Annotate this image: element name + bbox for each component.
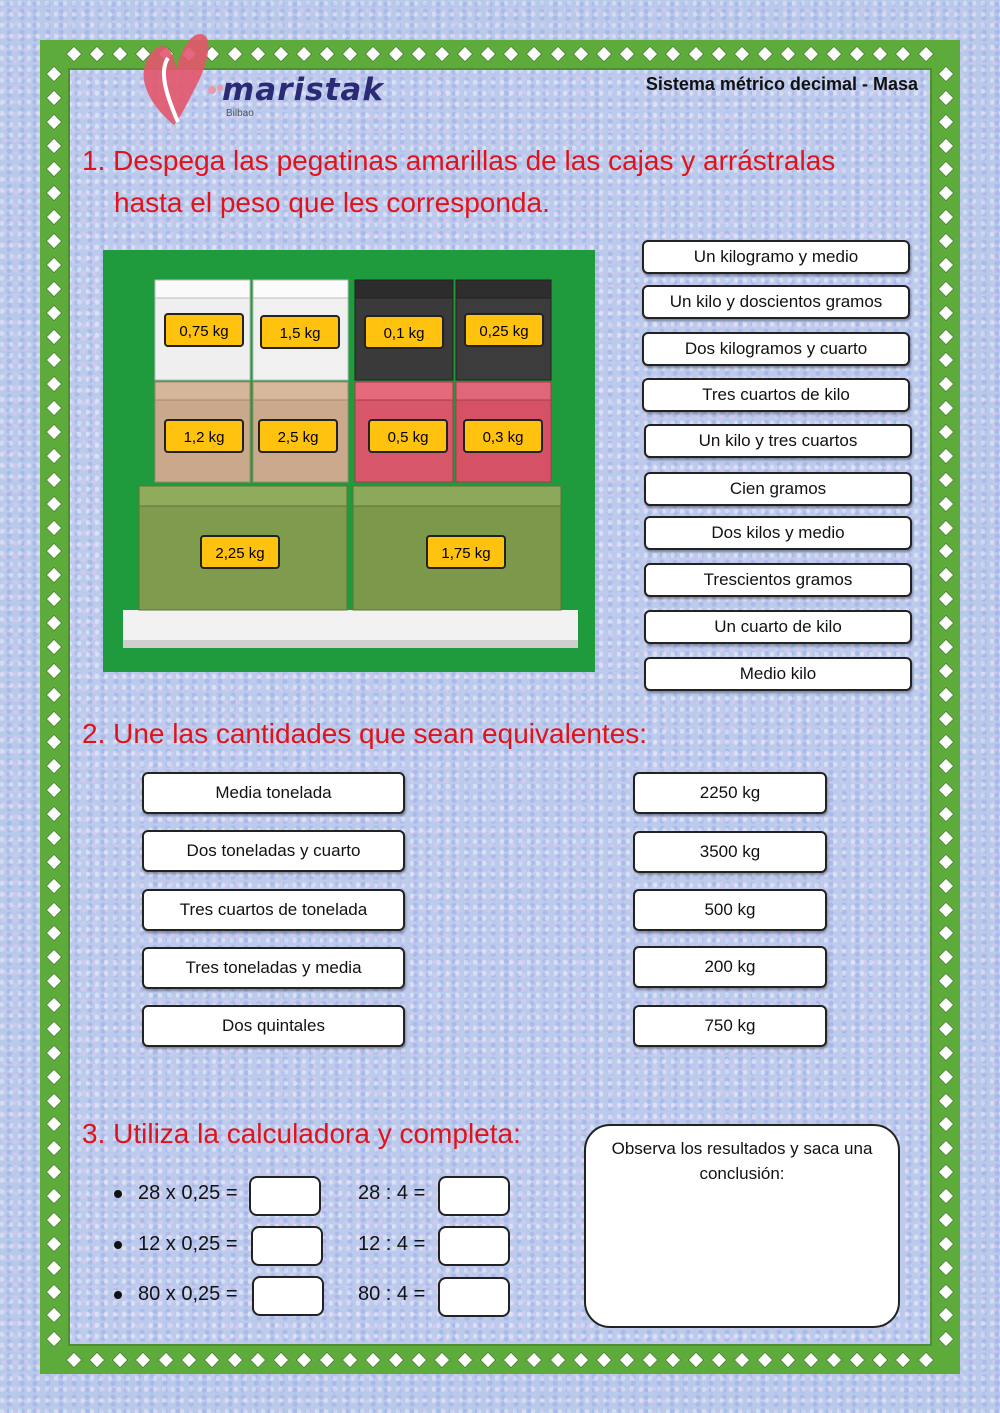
border-diamond [46,471,63,488]
border-diamond [46,113,63,130]
border-diamond [388,46,405,63]
border-diamond [938,209,955,226]
border-diamond [111,46,128,63]
sticker-6[interactable] [369,420,447,452]
border-diamond [938,352,955,369]
border-diamond [46,543,63,560]
border-diamond [46,806,63,823]
border-diamond [938,997,955,1014]
border-diamond [457,1352,474,1369]
border-diamond [938,1235,955,1252]
border-diamond [46,615,63,632]
sticker-label: 0,5 kg [387,429,429,446]
logo-text: maristak [222,72,384,108]
section1-title-line1: 1. Despega las pegatinas amarillas de las cajas y arrástralas [82,145,836,176]
border-diamond [826,1352,843,1369]
border-diamond [46,829,63,846]
border-diamond [733,1352,750,1369]
border-diamond [938,710,955,727]
border-diamond [46,591,63,608]
border-diamond [618,1352,635,1369]
border-diamond [938,1283,955,1300]
border-diamond [46,256,63,273]
bullet [114,1291,122,1299]
border-diamond [46,949,63,966]
border-diamond [88,46,105,63]
border-diamond [938,638,955,655]
match-left-4[interactable]: Dos quintales [142,1005,405,1047]
border-diamond [46,1116,63,1133]
sticker-label: 0,1 kg [383,325,425,342]
border-diamond [46,209,63,226]
border-diamond [46,877,63,894]
drop-target-3[interactable]: Tres cuartos de kilo [642,378,910,412]
border-diamond [938,1020,955,1037]
border-diamond [342,1352,359,1369]
calc-expression: 28 : 4 = [358,1182,426,1204]
calc-expression: 80 x 0,25 = [138,1283,238,1305]
border-diamond [572,46,589,63]
border-diamond [46,686,63,703]
match-left-2[interactable]: Tres cuartos de tonelada [142,889,405,931]
sticker-3[interactable] [465,314,543,346]
border-diamond [46,1331,63,1348]
border-diamond [618,46,635,63]
calc-row-div-1 [358,1233,425,1256]
match-right-0[interactable]: 2250 kg [633,772,827,814]
border-diamond [938,65,955,82]
drop-target-4[interactable]: Un kilo y tres cuartos [644,424,912,458]
border-diamond [46,89,63,106]
border-diamond [319,1352,336,1369]
border-diamond [938,89,955,106]
border-diamond [46,65,63,82]
border-diamond [938,113,955,130]
drop-target-2[interactable]: Dos kilogramos y cuarto [642,332,910,366]
border-diamond [434,46,451,63]
border-diamond [938,591,955,608]
border-diamond [938,615,955,632]
border-diamond [938,376,955,393]
conclusion-prompt: Observa los resultados y saca una conclusión: [611,1139,873,1183]
border-diamond [938,328,955,345]
border-diamond [710,46,727,63]
sticker-label: 0,25 kg [479,323,529,340]
answer-mult-2[interactable] [252,1276,324,1316]
border-diamond [938,1092,955,1109]
border-diamond [938,973,955,990]
answer-div-1[interactable] [438,1226,510,1266]
border-diamond [46,352,63,369]
border-diamond [938,1331,955,1348]
drop-target-1[interactable]: Un kilo y doscientos gramos [642,285,910,319]
border-diamond [226,1352,243,1369]
match-right-3[interactable]: 200 kg [633,946,827,988]
match-right-2[interactable]: 500 kg [633,889,827,931]
border-diamond [595,1352,612,1369]
border-diamond [549,46,566,63]
border-diamond [46,1164,63,1181]
border-diamond [46,997,63,1014]
border-diamond [938,495,955,512]
border-diamond [46,1020,63,1037]
border-diamond [938,686,955,703]
border-diamond [46,973,63,990]
drop-target-5[interactable]: Cien gramos [644,472,912,506]
match-left-3[interactable]: Tres toneladas y media [142,947,405,989]
border-diamond [180,1352,197,1369]
border-diamond [938,233,955,250]
border-diamond [46,447,63,464]
border-diamond [46,734,63,751]
border-diamond [938,447,955,464]
border-diamond [134,1352,151,1369]
border-diamond [595,46,612,63]
border-diamond [46,710,63,727]
border-diamond [46,1259,63,1276]
border-diamond [111,1352,128,1369]
border-diamond [46,137,63,154]
border-diamond [46,1211,63,1228]
border-diamond [938,853,955,870]
answer-mult-0[interactable] [249,1176,321,1216]
section1-title [82,140,835,224]
border-diamond [872,1352,889,1369]
border-diamond [664,1352,681,1369]
match-right-4[interactable]: 750 kg [633,1005,827,1047]
border-diamond [46,758,63,775]
frame-border-left [40,62,68,1352]
border-diamond [938,925,955,942]
border-diamond [895,1352,912,1369]
border-diamond [938,1140,955,1157]
sticker-label: 1,5 kg [279,325,321,342]
answer-div-0[interactable] [438,1176,510,1216]
sticker-9[interactable] [427,536,505,568]
border-diamond [938,543,955,560]
sticker-label: 1,75 kg [441,545,491,562]
border-diamond [779,46,796,63]
border-diamond [938,758,955,775]
drop-target-8[interactable]: Un cuarto de kilo [644,610,912,644]
sticker-7[interactable] [464,420,542,452]
border-diamond [938,400,955,417]
border-diamond [46,853,63,870]
section2-title: 2. Une las cantidades que sean equivalentes: [82,718,648,749]
border-diamond [457,46,474,63]
border-diamond [203,1352,220,1369]
sticker-label: 1,2 kg [183,429,225,446]
frame-border-bottom [62,1346,938,1374]
border-diamond [938,877,955,894]
border-diamond [938,1068,955,1085]
border-diamond [46,1068,63,1085]
border-diamond [46,662,63,679]
border-diamond [46,638,63,655]
border-diamond [938,161,955,178]
border-diamond [918,1352,935,1369]
border-diamond [549,1352,566,1369]
border-diamond [756,46,773,63]
sticker-label: 2,5 kg [277,429,319,446]
border-diamond [938,662,955,679]
match-right-1[interactable]: 3500 kg [633,831,827,873]
section3-title: 3. Utiliza la calculadora y completa: [82,1118,521,1149]
border-diamond [46,233,63,250]
border-diamond [779,1352,796,1369]
border-diamond [46,901,63,918]
bullet [114,1241,122,1249]
drop-target-9[interactable]: Medio kilo [644,657,912,691]
border-diamond [938,519,955,536]
border-diamond [46,185,63,202]
calc-row-div-0 [358,1182,425,1205]
sticker-5[interactable] [259,420,337,452]
border-diamond [756,1352,773,1369]
border-diamond [46,1044,63,1061]
border-diamond [388,1352,405,1369]
drop-target-6[interactable]: Dos kilos y medio [644,516,912,550]
border-diamond [803,46,820,63]
calc-expression: 12 : 4 = [358,1233,426,1255]
border-diamond [938,806,955,823]
border-diamond [938,1307,955,1324]
drop-target-7[interactable]: Trescientos gramos [644,563,912,597]
sticker-8[interactable] [201,536,279,568]
border-diamond [895,46,912,63]
calc-row-div-2 [358,1283,425,1306]
border-diamond [687,1352,704,1369]
border-diamond [480,46,497,63]
border-diamond [849,1352,866,1369]
border-diamond [365,1352,382,1369]
border-diamond [46,328,63,345]
border-diamond [503,1352,520,1369]
border-diamond [938,424,955,441]
border-diamond [938,1044,955,1061]
border-diamond [411,1352,428,1369]
border-diamond [46,1140,63,1157]
sticker-4[interactable] [165,420,243,452]
border-diamond [46,161,63,178]
answer-div-2[interactable] [438,1277,510,1317]
border-diamond [938,734,955,751]
border-diamond [46,782,63,799]
match-left-1[interactable]: Dos toneladas y cuarto [142,830,405,872]
border-diamond [46,304,63,321]
border-diamond [826,46,843,63]
border-diamond [938,1259,955,1276]
border-diamond [938,949,955,966]
border-diamond [65,46,82,63]
calc-row-mult-0 [114,1182,238,1205]
answer-mult-1[interactable] [251,1226,323,1266]
border-diamond [46,1283,63,1300]
sticker-2[interactable] [365,316,443,348]
border-diamond [938,280,955,297]
border-diamond [46,495,63,512]
border-diamond [938,1188,955,1205]
border-diamond [46,567,63,584]
sticker-label: 0,75 kg [179,323,229,340]
border-diamond [849,46,866,63]
calc-expression: 12 x 0,25 = [138,1233,238,1255]
border-diamond [918,46,935,63]
border-diamond [938,1116,955,1133]
border-diamond [872,46,889,63]
border-diamond [295,1352,312,1369]
logo-subtext: Bilbao [226,108,254,119]
border-diamond [664,46,681,63]
border-diamond [46,376,63,393]
border-diamond [938,304,955,321]
border-diamond [46,1235,63,1252]
boxes-photo [103,250,595,672]
border-diamond [641,46,658,63]
sticker-label: 0,3 kg [482,429,524,446]
border-diamond [65,1352,82,1369]
border-diamond [938,901,955,918]
border-diamond [46,400,63,417]
sticker-1[interactable] [261,316,339,348]
calc-expression: 80 : 4 = [358,1283,426,1305]
border-diamond [938,256,955,273]
calc-row-mult-1 [114,1233,238,1256]
border-diamond [938,567,955,584]
border-diamond [46,1092,63,1109]
worksheet-title: Sistema métrico decimal - Masa [645,74,918,94]
drop-target-0[interactable]: Un kilogramo y medio [642,240,910,274]
border-diamond [88,1352,105,1369]
calc-expression: 28 x 0,25 = [138,1182,238,1204]
border-diamond [249,1352,266,1369]
border-diamond [687,46,704,63]
border-diamond [272,1352,289,1369]
bullet [114,1190,122,1198]
border-diamond [803,1352,820,1369]
border-diamond [434,1352,451,1369]
border-diamond [938,1211,955,1228]
border-diamond [938,137,955,154]
border-diamond [938,1164,955,1181]
border-diamond [572,1352,589,1369]
border-diamond [46,1188,63,1205]
sticker-label: 2,25 kg [215,545,265,562]
border-diamond [480,1352,497,1369]
section1-title-line2: hasta el peso que les corresponda. [114,187,550,218]
match-left-0[interactable]: Media tonelada [142,772,405,814]
border-diamond [526,1352,543,1369]
border-diamond [46,519,63,536]
border-diamond [46,280,63,297]
border-diamond [526,46,543,63]
border-diamond [938,471,955,488]
border-diamond [938,782,955,799]
border-diamond [641,1352,658,1369]
border-diamond [411,46,428,63]
conclusion-box[interactable] [584,1124,900,1328]
border-diamond [46,925,63,942]
sticker-0[interactable] [165,314,243,346]
border-diamond [157,1352,174,1369]
calc-row-mult-2 [114,1283,238,1306]
border-diamond [503,46,520,63]
border-diamond [733,46,750,63]
border-diamond [938,829,955,846]
border-diamond [46,1307,63,1324]
border-diamond [938,185,955,202]
frame-border-right [932,62,960,1352]
border-diamond [46,424,63,441]
border-diamond [710,1352,727,1369]
